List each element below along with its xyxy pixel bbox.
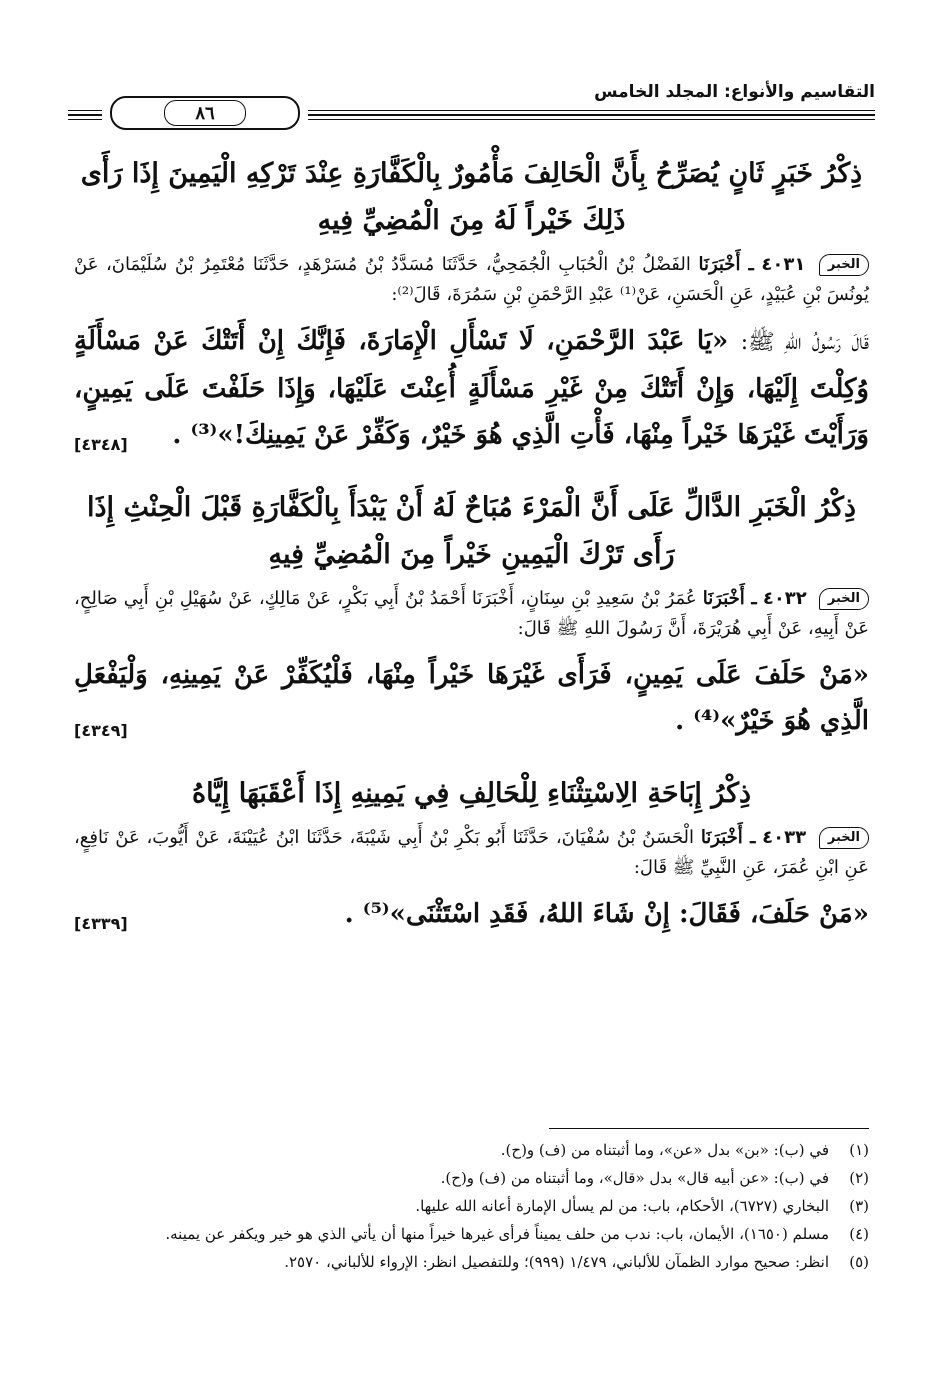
hadith-section <box>74 484 869 754</box>
isnad-text: الْحَسَنُ بْنُ سُفْيَانَ، حَدَّثَنَا أَبُو بَكْرِ بْنُ أَبِي شَيْبَةَ، حَدَّثَنَا ابْنُ عُيَيْنَةَ، عَنْ أَيُّوبَ، عَنْ نَافِعٍ، عَنِ ابْنِ عُمَرَ، عَنِ النَّبِيِّ ﷺ قَالَ: <box>74 827 869 878</box>
matn-text: «يَا عَبْدَ الرَّحْمَنِ، لَا تَسْأَلِ الْإِمَارَةَ، فَإِنَّكَ إِنْ أَتَتْكَ عَنْ مَسْأَلَةٍ وُكِلْتَ إِلَيْهَا، وَإِنْ أَتَتْكَ مِنْ غَيْرِ مَسْأَلَةٍ أُعِنْتَ عَلَيْهَا، وَإِذَا حَلَفْتَ عَلَى يَمِينٍ، وَرَأَيْتَ غَيْرَهَا خَيْراً مِنْهَا، فَأْتِ الَّذِي هُوَ خَيْرٌ، وَكَفِّرْ عَنْ يَمِينِكَ!»⁽³⁾ . <box>74 326 869 450</box>
akhbarana-label: ـ أَخْبَرَنَا <box>700 827 756 848</box>
page-number-frame <box>110 96 300 130</box>
hadith-matn <box>74 891 869 937</box>
isnad-text: الفَضْلُ بْنُ الْحُبَابِ الْجُمَحِيُّ، حَدَّثَنَا مُسَدَّدُ بْنُ مُسَرْهَدٍ، حَدَّثَنَا مُعْتَمِرُ بْنُ سُلَيْمَانَ، عَنْ يُونُسَ بْنِ عُبَيْدٍ، عَنِ الْحَسَنِ، عَنْ⁽¹⁾ عَبْدِ الرَّحْمَنِ بْنِ سَمُرَةَ، قَالَ⁽²⁾: <box>74 254 869 305</box>
hadith-reference: [٤٣٤٩] <box>74 721 128 740</box>
matn-text: «مَنْ حَلَفَ، فَقَالَ: إِنْ شَاءَ اللهُ، فَقَدِ اسْتَثْنَى»⁽⁵⁾ . <box>344 899 869 929</box>
footnote-text: البخاري (٦٧٢٧)، الأحكام، باب: من لم يسأل الإمارة أعانه الله عليها. <box>415 1197 829 1215</box>
section-heading: ذِكْرُ إِبَاحَةِ الِاسْتِثْنَاءِ لِلْحَالِفِ فِي يَمِينِهِ إِذَا أَعْقَبَهَا إِيَّاهُ <box>191 778 752 809</box>
hadith-matn <box>74 652 869 744</box>
page-content <box>74 150 869 963</box>
matn-text: «مَنْ حَلَفَ عَلَى يَمِينٍ، فَرَأَى غَيْرَهَا خَيْراً مِنْهَا، فَلْيُكَفِّرْ عَنْ يَمِينِهِ، وَلْيَفْعَلِ الَّذِي هُوَ خَيْرٌ»⁽⁴⁾ . <box>74 660 869 736</box>
footnote-number: (٣) <box>849 1197 869 1215</box>
khabar-badge-icon: الخبر <box>819 588 869 610</box>
footnote <box>74 1192 869 1220</box>
page-header <box>68 78 875 126</box>
hadith-number: ٤٠٣٣ <box>762 827 807 848</box>
footnote-text: مسلم (١٦٥٠)، الأيمان، باب: ندب من حلف يميناً فرأى غيرها خيراً منها أن يأتي الذي هو خير ويكفر عن يمينه. <box>165 1225 829 1243</box>
isnad-text: عُمَرُ بْنُ سَعِيدِ بْنِ سِنَانٍ، أَخْبَرَنَا أَحْمَدُ بْنُ أَبِي بَكْرٍ، عَنْ مَالِكٍ، عَنْ سُهَيْلِ بْنِ أَبِي صَالِحٍ، عَنْ أَبِيهِ، عَنْ أَبِي هُرَيْرَةَ، أَنَّ رَسُولَ اللهِ ﷺ قَالَ: <box>74 588 869 639</box>
header-rule <box>68 119 102 120</box>
khabar-badge-icon: الخبر <box>819 827 869 849</box>
footnote-text: انظر: صحيح موارد الظمآن للألباني، ١/٤٧٩ (٩٩٩)؛ وللتفصيل انظر: الإرواء للألباني، ٢٥٧٠. <box>284 1253 829 1271</box>
hadith-reference: [٤٣٣٩] <box>74 914 128 933</box>
footnote-number: (٤) <box>849 1225 869 1243</box>
footnote <box>74 1136 869 1164</box>
section-heading: ذِكْرُ خَبَرٍ ثَانٍ يُصَرِّحُ بِأَنَّ الْحَالِفَ مَأْمُورٌ بِالْكَفَّارَةِ عِنْدَ تَرْكِهِ الْيَمِينَ إِذَا رَأَى ذَلِكَ خَيْراً لَهُ مِنَ الْمُضِيِّ فِيهِ <box>80 158 863 236</box>
hadith-isnad <box>74 250 869 310</box>
hadith-isnad <box>74 823 869 883</box>
akhbarana-label: ـ أَخْبَرَنَا <box>702 588 757 609</box>
hadith-number: ٤٠٣٢ <box>762 588 807 609</box>
khabar-badge-icon: الخبر <box>819 254 869 276</box>
hadith-number: ٤٠٣١ <box>761 254 806 275</box>
footnote-number: (٥) <box>849 1253 869 1271</box>
footnote-text: في (ب): «بن» بدل «عن»، وما أثبتناه من (ف) و(ح). <box>500 1141 829 1159</box>
matn-lead: قَالَ رَسُولُ اللهِ ﷺ: <box>740 330 870 355</box>
header-rule <box>68 110 102 111</box>
header-rule <box>308 110 875 111</box>
section-heading: ذِكْرُ الْخَبَرِ الدَّالِّ عَلَى أَنَّ الْمَرْءَ مُبَاحٌ لَهُ أَنْ يَبْدَأَ بِالْكَفَّارَةِ قَبْلَ الْحِنْثِ إِذَا رَأَى تَرْكَ الْيَمِينِ خَيْراً مِنَ الْمُضِيِّ فِيهِ <box>87 492 856 570</box>
hadith-section <box>74 770 869 947</box>
hadith-matn <box>74 318 869 458</box>
footnote <box>74 1248 869 1276</box>
header-rule <box>68 114 102 116</box>
header-rule <box>308 119 875 120</box>
header-rule <box>308 114 875 116</box>
hadith-section <box>74 150 869 468</box>
page-number: ٨٦ <box>164 100 246 126</box>
footnote-text: في (ب): «عن أبيه قال» بدل «قال»، وما أثبتناه من (ف) و(ح). <box>440 1169 829 1187</box>
akhbarana-label: ـ أَخْبَرَنَا <box>698 254 754 275</box>
footnotes <box>74 1136 869 1276</box>
footnote-number: (١) <box>849 1141 869 1159</box>
footnote-number: (٢) <box>849 1169 869 1187</box>
hadith-isnad <box>74 584 869 644</box>
hadith-reference: [٤٣٤٨] <box>74 435 128 454</box>
footnote <box>74 1220 869 1248</box>
running-title: التقاسيم والأنواع: المجلد الخامس <box>594 82 875 102</box>
footnote-divider <box>549 1128 869 1129</box>
footnote <box>74 1164 869 1192</box>
